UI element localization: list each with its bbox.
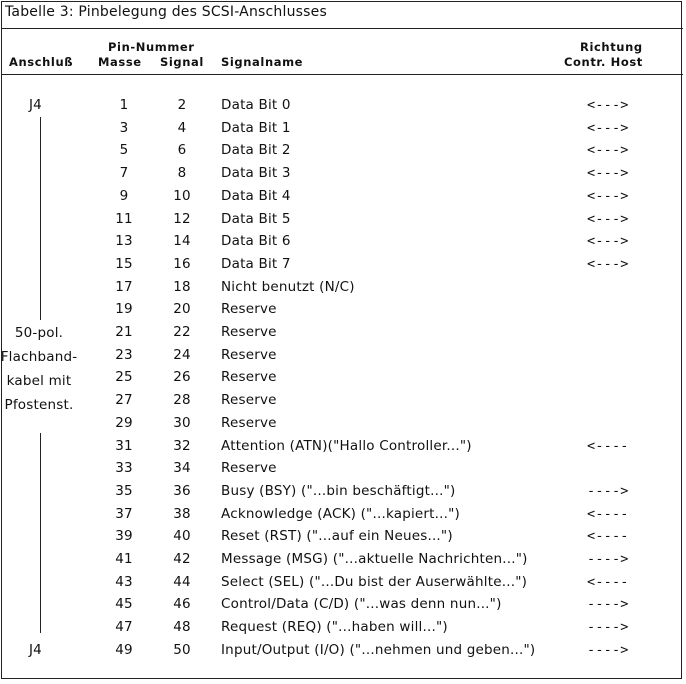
signal-name: Reserve [221,369,277,385]
signal-name: Data Bit 6 [221,233,291,249]
pin-signal: 2 [177,97,187,113]
pin-masse: 7 [119,165,129,181]
connector-desc-line-3: kabel mit [6,373,72,389]
pin-signal: 26 [173,369,191,385]
direction-arrow: ----> [587,551,629,567]
signal-name: Data Bit 4 [221,188,291,204]
pin-masse: 3 [119,120,129,136]
pin-masse: 47 [115,619,133,635]
direction-arrow: <---> [587,211,629,227]
direction-arrow: <---> [587,233,629,249]
direction-arrow: <---- [587,574,629,590]
pin-signal: 32 [173,438,191,454]
connector-desc-line-1: 50-pol. [14,325,64,341]
signal-name: Message (MSG) ("...aktuelle Nachrichten...") [221,551,528,567]
connector-bottom-label: J4 [29,642,42,658]
pin-signal: 24 [173,347,191,363]
direction-arrow: <---- [587,506,629,522]
pin-masse: 35 [115,483,133,499]
header-pin-nummer: Pin-Nummer [108,40,195,54]
direction-arrow: ----> [587,483,629,499]
direction-arrow: <---- [587,438,629,454]
pin-signal: 36 [173,483,191,499]
header-contr-host: Contr. Host [564,55,643,69]
connector-desc-line-4: Pfostenst. [4,397,74,413]
direction-arrow: <---> [587,97,629,113]
direction-arrow: <---> [587,188,629,204]
signal-name: Reserve [221,392,277,408]
header-signal: Signal [160,55,204,69]
pin-signal: 8 [177,165,187,181]
pin-signal: 18 [173,279,191,295]
signal-name: Data Bit 3 [221,165,291,181]
signal-name: Reserve [221,301,277,317]
signal-name: Busy (BSY) ("...bin beschäftigt...") [221,483,456,499]
pin-masse: 43 [115,574,133,590]
pin-signal: 44 [173,574,191,590]
direction-arrow: <---- [587,528,629,544]
header-richtung: Richtung [580,40,643,54]
pin-masse: 37 [115,506,133,522]
header-masse: Masse [98,55,142,69]
pin-signal: 10 [173,188,191,204]
signal-name: Acknowledge (ACK) ("...kapiert...") [221,506,461,522]
signal-name: Data Bit 5 [221,211,291,227]
pin-signal: 6 [177,142,187,158]
direction-arrow: <---> [587,256,629,272]
header-signalname: Signalname [221,55,304,69]
pin-masse: 41 [115,551,133,567]
signal-name: Input/Output (I/O) ("...nehmen und geben...") [221,642,536,658]
pin-signal: 22 [173,324,191,340]
pin-signal: 28 [173,392,191,408]
pin-signal: 16 [173,256,191,272]
pin-signal: 34 [173,460,191,476]
pin-signal: 50 [173,642,191,658]
direction-arrow: <---> [587,120,629,136]
pin-masse: 13 [115,233,133,249]
signal-name: Data Bit 2 [221,142,291,158]
direction-arrow: ----> [587,619,629,635]
pin-signal: 46 [173,596,191,612]
title-divider [2,28,683,29]
direction-arrow: <---> [587,142,629,158]
pin-signal: 38 [173,506,191,522]
table-title: Tabelle 3: Pinbelegung des SCSI-Anschlusses [5,4,327,20]
signal-name: Reserve [221,415,277,431]
pin-masse: 29 [115,415,133,431]
connector-top-label: J4 [29,97,42,113]
pin-signal: 4 [177,120,187,136]
direction-arrow: ----> [587,642,629,658]
pin-masse: 19 [115,301,133,317]
signal-name: Attention (ATN)("Hallo Controller...") [221,438,472,454]
pin-masse: 39 [115,528,133,544]
pin-signal: 12 [173,211,191,227]
pin-signal: 30 [173,415,191,431]
pin-masse: 31 [115,438,133,454]
pin-masse: 33 [115,460,133,476]
direction-arrow: ----> [587,596,629,612]
signal-name: Reserve [221,347,277,363]
header-divider [2,74,683,75]
pin-signal: 48 [173,619,191,635]
pin-masse: 25 [115,369,133,385]
pin-masse: 11 [115,211,133,227]
pin-masse: 5 [119,142,129,158]
pin-signal: 40 [173,528,191,544]
signal-name: Select (SEL) ("...Du bist der Auserwählte...") [221,574,528,590]
signal-name: Control/Data (C/D) ("...was denn nun...") [221,596,502,612]
signal-name: Reserve [221,460,277,476]
pin-table [1,1,682,679]
pin-masse: 45 [115,596,133,612]
signal-name: Nicht benutzt (N/C) [221,279,355,295]
pin-masse: 27 [115,392,133,408]
pin-masse: 15 [115,256,133,272]
connector-line-top [40,117,41,320]
pin-masse: 17 [115,279,133,295]
direction-arrow: <---> [587,165,629,181]
signal-name: Data Bit 1 [221,120,291,136]
signal-name: Request (REQ) ("...haben will...") [221,619,448,635]
header-anschluss: Anschluß [9,55,74,69]
pin-masse: 1 [119,97,129,113]
connector-line-bottom [40,433,41,633]
pin-masse: 23 [115,347,133,363]
pin-signal: 42 [173,551,191,567]
pin-signal: 20 [173,301,191,317]
pin-masse: 21 [115,324,133,340]
connector-desc-line-2: Flachband- [0,349,78,365]
signal-name: Data Bit 0 [221,97,291,113]
pin-signal: 14 [173,233,191,249]
signal-name: Data Bit 7 [221,256,291,272]
pin-masse: 9 [119,188,129,204]
signal-name: Reset (RST) ("...auf ein Neues...") [221,528,453,544]
signal-name: Reserve [221,324,277,340]
pin-masse: 49 [115,642,133,658]
